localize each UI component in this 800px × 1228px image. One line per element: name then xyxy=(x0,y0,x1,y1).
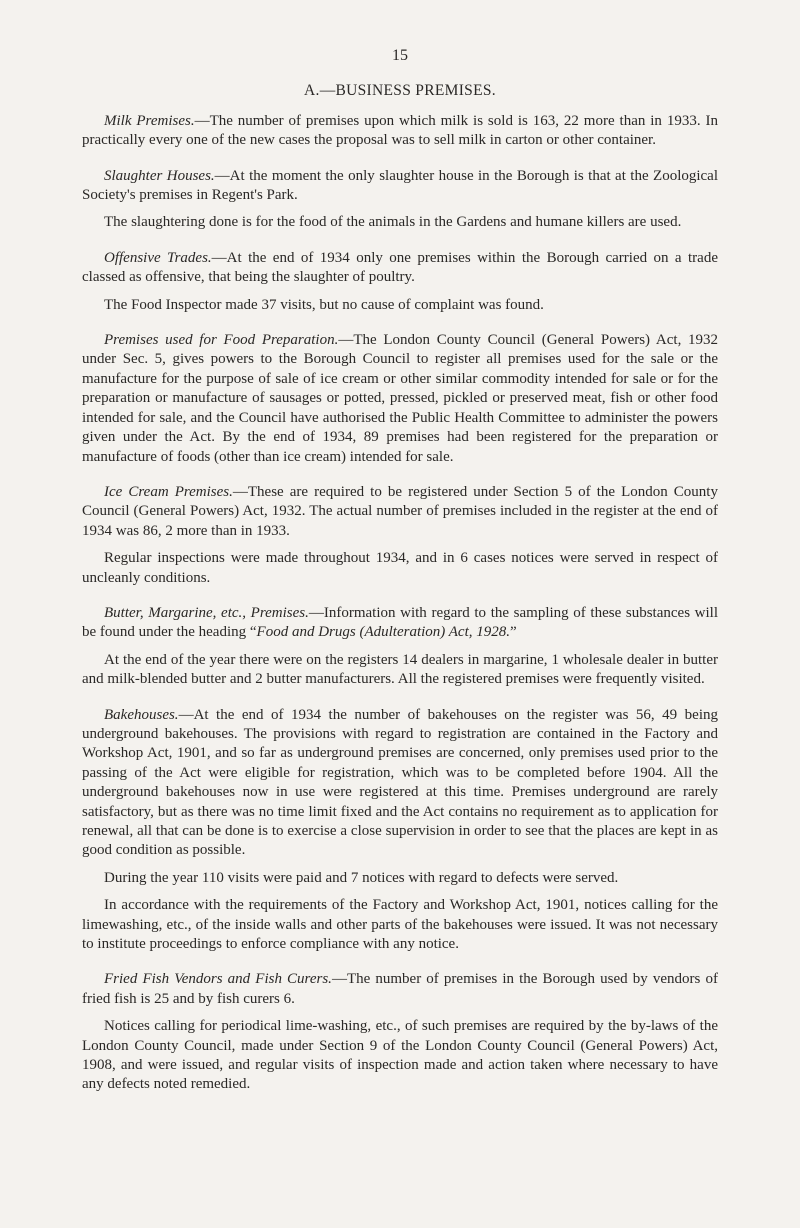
paragraph-heading: Butter, Margarine, etc., Premises. xyxy=(104,604,309,621)
paragraph-text: The Food Inspector made 37 visits, but no cause of complaint was found. xyxy=(104,296,544,313)
paragraph-text: —The London County Council (General Powers) Act, 1932 under Sec. 5, gives powers to the Borough Council to register all premises used for the sale or the manufacture for the purpose of sale of ice cream or other similar commodity intended for sale or for the preparation or manufacture of sausages or potted, pressed, pickled or preserved meat, fish or other food intended for sale, and the Council have authorised the Public Health Committee to administer the powers given under the Act. By the end of 1934, 89 premises had been registered for the preparation or manufacture of foods (other than ice cream) intended for sale. xyxy=(82,332,718,465)
paragraph-food-inspector xyxy=(82,296,718,315)
paragraph-text: During the year 110 visits were paid and 7 notices with regard to defects were served. xyxy=(104,869,619,886)
paragraph-heading: Offensive Trades. xyxy=(104,249,212,266)
closing-quote: ” xyxy=(510,624,517,641)
paragraph-limewashing-notices xyxy=(82,896,718,954)
paragraph-text: —The number of premises in the Borough used by vendors of fried fish is 25 and by fish curers 6. xyxy=(82,971,718,1007)
paragraph-text: Notices calling for periodical lime-washing, etc., of such premises are required by the by-laws of the London County Council, made under Section 9 of the London County Council (General Powers) Act, 1908, and were issued, and regular visits of inspection made and action taken where necessary to have any defects noted remedied. xyxy=(82,1018,718,1093)
paragraph-visits xyxy=(82,869,718,888)
paragraph-text: —These are required to be registered under Section 5 of the London County Council (General Powers) Act, 1932. The actual number of premises included in the register at the end of 1934 was 86, 2 more than in 1933. xyxy=(82,483,718,539)
paragraph-registers xyxy=(82,651,718,690)
paragraph-text: —Information with regard to the sampling of these substances will be found under the heading “ xyxy=(82,604,719,641)
paragraph-bakehouses xyxy=(82,706,718,861)
paragraph-slaughter-houses xyxy=(82,167,718,206)
paragraph-text: At the end of the year there were on the registers 14 dealers in margarine, 1 wholesale dealer in butter and milk-blended butter and 2 butter manufacturers. All the registered premises were frequently visited. xyxy=(82,651,718,688)
paragraph-heading: Premises used for Food Preparation. xyxy=(104,332,339,349)
paragraph-food-preparation xyxy=(82,331,718,467)
act-title: Food and Drugs (Adulteration) Act, 1928. xyxy=(256,624,510,641)
paragraph-fried-fish xyxy=(82,970,718,1009)
paragraph-heading: Ice Cream Premises. xyxy=(104,483,233,500)
paragraph-regular-inspections xyxy=(82,549,718,588)
paragraph-text: The slaughtering done is for the food of the animals in the Gardens and humane killers are used. xyxy=(104,214,682,231)
paragraph-text: Regular inspections were made throughout 1934, and in 6 cases notices were served in respect of uncleanly conditions. xyxy=(82,550,718,586)
paragraph-offensive-trades xyxy=(82,249,718,288)
paragraph-ice-cream xyxy=(82,483,718,541)
paragraph-slaughtering xyxy=(82,213,718,232)
paragraph-text: —The number of premises upon which milk is sold is 163, 22 more than in 1933. In practically every one of the new cases the proposal was to sell milk in carton or other container. xyxy=(82,112,718,149)
section-title: A.—BUSINESS PREMISES. xyxy=(304,82,496,100)
document-page xyxy=(82,46,718,1103)
paragraph-text: In accordance with the requirements of the Factory and Workshop Act, 1901, notices calling for the limewashing, etc., of the inside walls and other parts of the bakehouses were issued. It was not necessary to institute proceedings to enforce compliance with any notice. xyxy=(82,897,718,953)
paragraph-heading: Bakehouses. xyxy=(104,706,179,723)
paragraph-bylaws xyxy=(82,1017,718,1095)
paragraph-heading: Fried Fish Vendors and Fish Curers. xyxy=(104,971,332,988)
paragraph-heading: Slaughter Houses. xyxy=(104,167,215,184)
paragraph-text: —At the end of 1934 the number of bakehouses on the register was 56, 49 being underground bakehouses. The provisions with regard to registration are contained in the Factory and Workshop Act, 1901, and so far as underground premises are concerned, only premises used prior to the passing of the Act were eligible for registration, which was to be completed before 1904. All the underground bakehouses now in use were registered at this time. Premises underground are rarely satisfactory, but as there was no time limit fixed and the Act contains no requirement as to application for renewal, all that can be done is to exercise a close supervision in order to see that the places are kept in as good condition as possible. xyxy=(82,706,718,859)
page-number: 15 xyxy=(392,47,408,64)
paragraph-milk-premises xyxy=(82,112,718,151)
paragraph-text: —At the moment the only slaughter house in the Borough is that at the Zoological Society's premises in Regent's Park. xyxy=(82,167,719,204)
paragraph-butter-margarine xyxy=(82,604,718,643)
paragraph-text: —At the end of 1934 only one premises within the Borough carried on a trade classed as offensive, that being the slaughter of poultry. xyxy=(82,249,718,286)
paragraph-heading: Milk Premises. xyxy=(104,112,195,129)
